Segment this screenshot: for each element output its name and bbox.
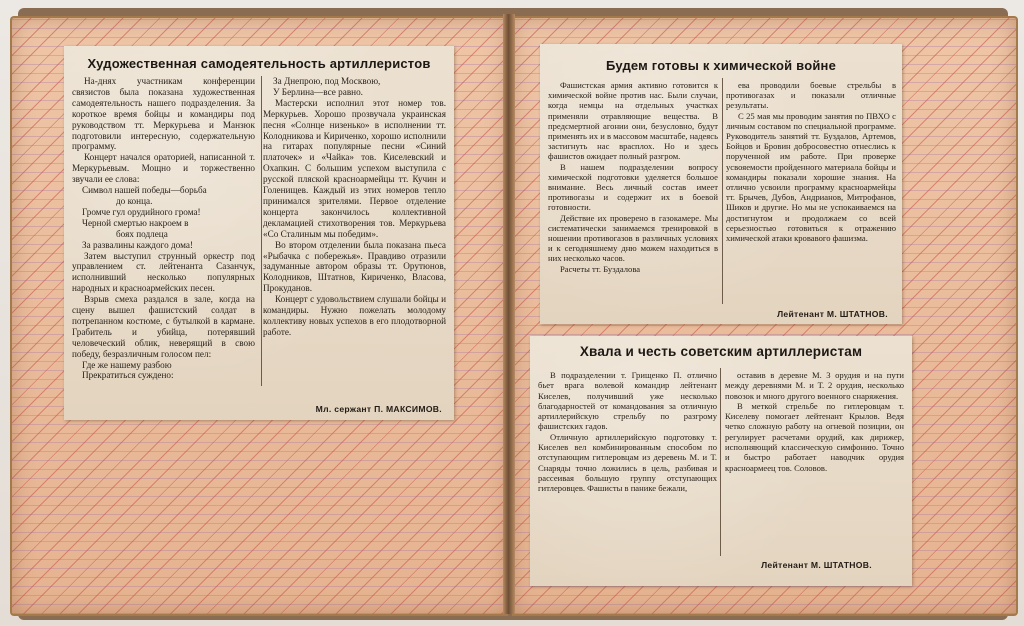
article-title: Хвала и честь советским артиллеристам: [579, 344, 863, 359]
article-column-1: [538, 370, 717, 494]
paragraph: С 25 мая мы проводим занятия по ПВХО с личным составом по специальной программе. Руководитель занятий тт. Буздалов, Артемов, Бойцов и Бровин добросовестно отнеслись к порученной им работе. При проверке усвояемости пройденного материала бойцы и командиры показали хорошие знания. На отлично усвоили программу красноармейцы тт. Брычев, Дубов, Андрианов, Митрофанов, Шиков и другие. Но мы не успокаиваемся на достигнутом и продолжаем со всей серьезностью готовиться к отражению химической атаки кровавого фашизма.: [726, 110, 896, 244]
paragraph: Отличную артиллерийскую подготовку т. Киселев вел комбинированным способом по отступающим гитлеровцам из деревень М. и Т. Снаряды точно ложились в цель, разбивая и рассеивая большую группу отступающих гитлеровцев. Фашисты в панике бежали,: [538, 431, 717, 494]
article-column-2: [726, 80, 896, 274]
paragraph: Затем выступил струнный оркестр под управлением ст. лейтенанта Сазанчук, исполнивший несколько популярных народных и красноармейских песен.: [72, 250, 255, 294]
article-signature: Мл. сержант П. МАКСИМОВ.: [315, 404, 442, 414]
paragraph: На-днях участникам конференции связистов была показана художественная самодеятельность нашего подразделения. За короткое время бойцы и командиры под руководством тт. Меркурьева и Манзюк подготовили интересную, содержательную программу.: [72, 76, 255, 152]
article-column-2: [263, 76, 446, 381]
verse-line: Где же нашему разбою: [82, 359, 172, 370]
verse-line: Громче гул орудийного грома!: [82, 206, 201, 217]
verse-line: Черной смертью накроем в: [82, 217, 189, 228]
clipping-chemical-war: [540, 44, 902, 324]
paragraph: Мастерски исполнил этот номер тов. Меркурьев. Хорошо прозвучала украинская песня «Солнце низенько» в исполнении тт. Колодникова и Кириченко, хорошо исполнили на гитарах популярные песни «Синий платочек» и «Чайка» тов. Киселевский и Охапкин. С большим успехом выступила с русской пляской красноармейцы тт. Кучин и Голенищев. Каждый из этих номеров тепло принимался зрителями. Первое отделение концерта закончилось коллективной декламацией стихотворения тов. Меркурьева «Со Сталиным мы победим».: [263, 97, 446, 239]
article-column-2: [725, 370, 904, 494]
verse-line: У Берлина—все равно.: [273, 86, 363, 97]
paragraph: Концерт с удовольствием слушали бойцы и командиры. Нужно пожелать молодому коллективу новых успехов в его плодотворной работе.: [263, 294, 446, 337]
verse-line: Прекратиться суждено:: [82, 370, 174, 381]
article-column-1: [72, 76, 255, 381]
clipping-praise-artillerymen: [530, 336, 912, 586]
album-spine: [503, 14, 515, 614]
article-title: Художественная самодеятельность артиллеристов: [87, 56, 431, 71]
article-signature: Лейтенант М. ШТАТНОВ.: [761, 560, 872, 570]
clipping-artillery-performance: [64, 46, 454, 420]
paragraph: Во втором отделении была показана пьеса «Рыбачка с побережья». Правдиво отразили задуманные автором образы тт. Орутюнов, Колодников, Штатнов, Кириченко, Власова, Прокуданов.: [263, 239, 446, 294]
verse-line: За развалины каждого дома!: [82, 239, 193, 250]
article-column-1: [548, 80, 718, 274]
verse-line: Символ нашей победы—борьба: [82, 185, 207, 196]
paragraph: Концерт начался ораторией, написанной т. Меркурьевым. Мощно и торжественно звучали ее слова:: [72, 152, 255, 185]
paragraph: Фашистская армия активно готовится к химической войне против нас. Были случаи, когда немцы на отдельных участках применяли отравляющие вещества. В предсмертной агонии они, безусловно, будут применять их и в массовом масштабе, надеясь застигнуть нас врасплох. Но и здесь фашистов ожидает полный разгром.: [548, 80, 718, 162]
paragraph: В меткой стрельбе по гитлеровцам т. Киселеву помогает лейтенант Крылов. Ведя четко сложную работу на огневой позиции, он регулирует расчетами орудий, как дирижер, исполняющий классическую симфонию. Точно и быстро работает наводчик орудия красноармеец тов. Соловов.: [725, 400, 904, 473]
paragraph: Расчеты тт. Буздалова: [560, 263, 641, 274]
paragraph: ева проводили боевые стрельбы в противогазах и показали отличные результаты.: [726, 80, 896, 111]
paragraph: оставив в деревне М. 3 орудия и на пути между деревнями М. и Т. 2 орудия, несколько повозок и много другого военного снаряжения.: [725, 370, 904, 401]
paragraph: В нашем подразделении вопросу химической подготовки уделяется большое внимание. Весь личный состав имеет противогазы и содержит их в боевой готовности.: [548, 161, 718, 213]
verse-line: За Днепрою, под Москвою,: [273, 76, 381, 86]
article-signature: Лейтенант М. ШТАТНОВ.: [777, 309, 888, 319]
verse-line: до конца.: [116, 195, 153, 206]
paragraph: Действие их проверено в газокамере. Мы систематически занимаемся тренировкой в ношении противогазов в различных условиях и к сегодняшнему дню можем находиться в них несколько часов.: [548, 212, 718, 264]
verse-line: боях подлеца: [116, 228, 168, 239]
article-title: Будем готовы к химической войне: [605, 58, 837, 73]
paragraph: В подразделении т. Грищенко П. отлично бьет врага волевой командир лейтенант Киселев, получивший уже несколько благодарностей от командования за отличную артиллерийскую стрельбу по разгрому фашистских гадов.: [538, 370, 717, 432]
paragraph: Взрыв смеха раздался в зале, когда на сцену вышел фашистский солдат в потрепанном костюме, с бутылкой в кармане. Грабитель и убийца, потерявший человеческий облик, неверящий в свою победу, безразличным голосом пел:: [72, 294, 255, 359]
